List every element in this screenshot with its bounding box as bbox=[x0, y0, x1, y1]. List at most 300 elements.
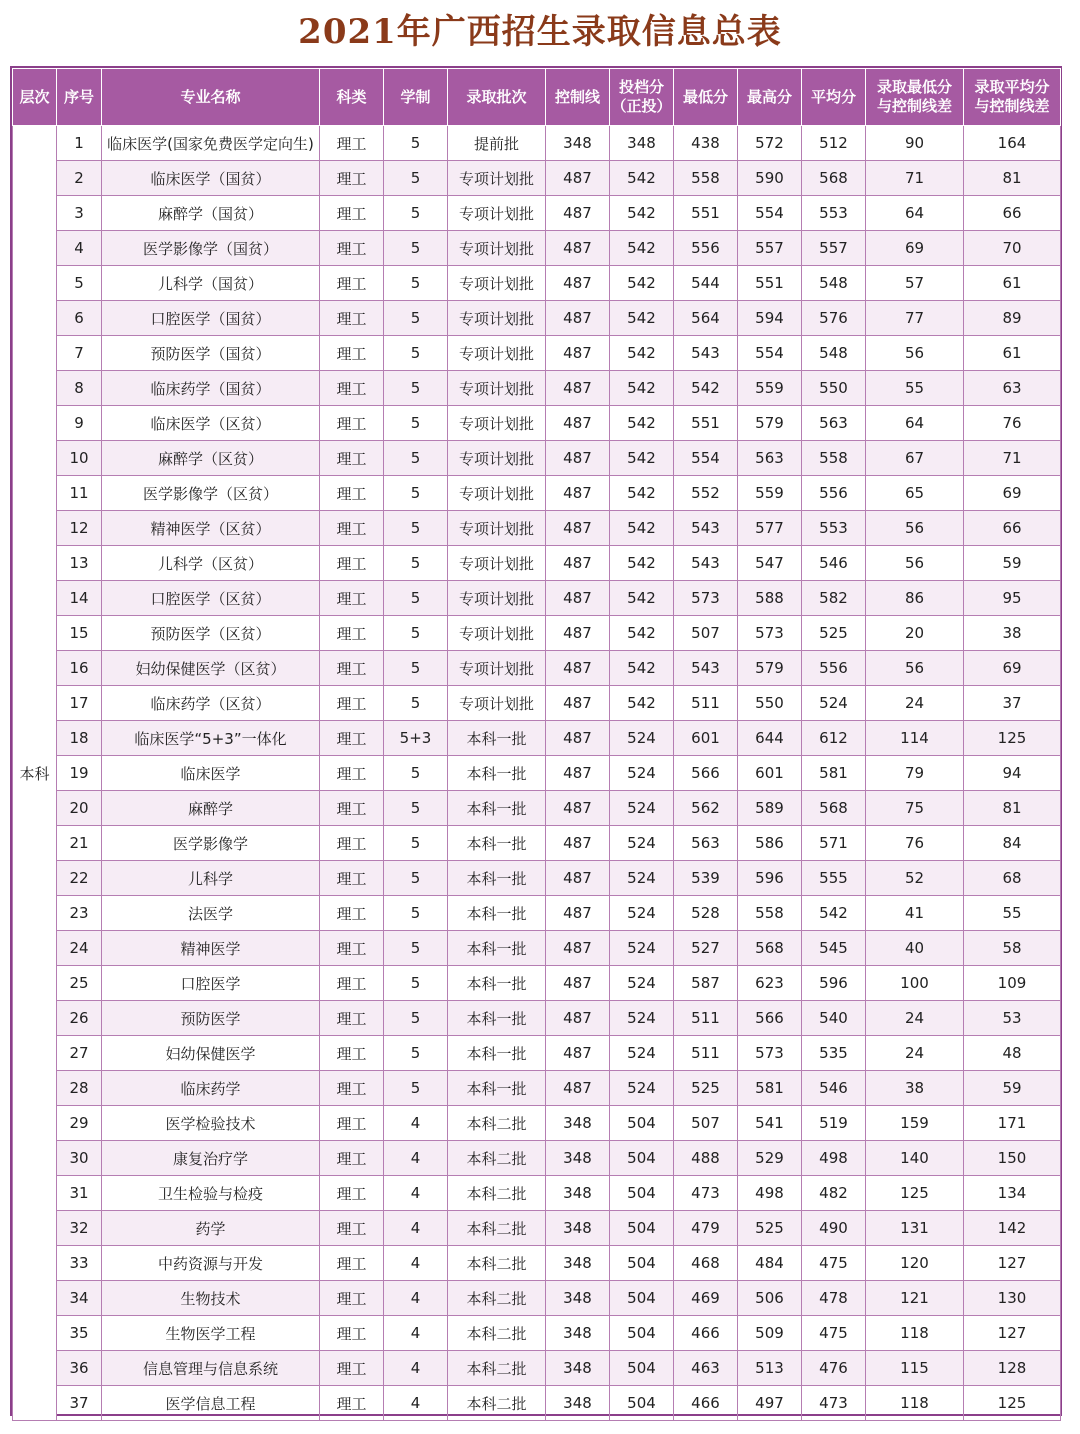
table-cell: 22 bbox=[57, 861, 102, 896]
table-cell: 本科一批 bbox=[448, 861, 546, 896]
table-cell: 550 bbox=[738, 686, 802, 721]
table-cell: 114 bbox=[866, 721, 964, 756]
table-cell: 专项计划批 bbox=[448, 266, 546, 301]
table-cell: 563 bbox=[738, 441, 802, 476]
table-cell: 本科二批 bbox=[448, 1106, 546, 1141]
table-cell: 563 bbox=[674, 826, 738, 861]
table-cell: 37 bbox=[57, 1386, 102, 1421]
table-cell: 38 bbox=[964, 616, 1061, 651]
table-cell: 558 bbox=[738, 896, 802, 931]
table-cell: 5 bbox=[384, 161, 448, 196]
table-row bbox=[13, 161, 1061, 196]
table-cell: 理工 bbox=[320, 336, 384, 371]
table-cell: 理工 bbox=[320, 161, 384, 196]
table-cell: 妇幼保健医学 bbox=[102, 1036, 320, 1071]
table-cell: 专项计划批 bbox=[448, 581, 546, 616]
table-cell: 专项计划批 bbox=[448, 686, 546, 721]
table-cell: 76 bbox=[866, 826, 964, 861]
table-cell: 4 bbox=[384, 1106, 448, 1141]
table-cell: 麻醉学（区贫） bbox=[102, 441, 320, 476]
table-cell: 临床医学（区贫） bbox=[102, 406, 320, 441]
table-cell: 568 bbox=[802, 791, 866, 826]
table-cell: 556 bbox=[802, 476, 866, 511]
table-cell: 542 bbox=[610, 371, 674, 406]
table-cell: 552 bbox=[674, 476, 738, 511]
table-cell: 理工 bbox=[320, 1001, 384, 1036]
table-cell: 577 bbox=[738, 511, 802, 546]
table-cell: 482 bbox=[802, 1176, 866, 1211]
table-cell: 612 bbox=[802, 721, 866, 756]
table-cell: 524 bbox=[610, 756, 674, 791]
table-cell: 562 bbox=[674, 791, 738, 826]
table-row bbox=[13, 861, 1061, 896]
table-cell: 理工 bbox=[320, 1316, 384, 1351]
table-cell: 601 bbox=[674, 721, 738, 756]
table-cell: 543 bbox=[674, 651, 738, 686]
table-cell: 24 bbox=[57, 931, 102, 966]
table-cell: 120 bbox=[866, 1246, 964, 1281]
table-cell: 4 bbox=[384, 1281, 448, 1316]
table-cell: 556 bbox=[802, 651, 866, 686]
table-cell: 理工 bbox=[320, 931, 384, 966]
table-cell: 582 bbox=[802, 581, 866, 616]
table-cell: 本科一批 bbox=[448, 1036, 546, 1071]
table-cell: 70 bbox=[964, 231, 1061, 266]
table-cell: 542 bbox=[610, 231, 674, 266]
table-row bbox=[13, 1246, 1061, 1281]
table-cell: 理工 bbox=[320, 1036, 384, 1071]
table-cell: 504 bbox=[610, 1211, 674, 1246]
table-cell: 164 bbox=[964, 126, 1061, 161]
table-cell: 487 bbox=[546, 476, 610, 511]
table-cell: 理工 bbox=[320, 1176, 384, 1211]
table-cell: 61 bbox=[964, 266, 1061, 301]
header-row bbox=[13, 69, 1061, 126]
table-cell: 551 bbox=[738, 266, 802, 301]
table-cell: 理工 bbox=[320, 196, 384, 231]
table-body bbox=[13, 126, 1061, 1421]
table-cell: 37 bbox=[964, 686, 1061, 721]
table-row bbox=[13, 931, 1061, 966]
table-cell: 医学检验技术 bbox=[102, 1106, 320, 1141]
table-cell: 理工 bbox=[320, 1386, 384, 1421]
table-cell: 专项计划批 bbox=[448, 406, 546, 441]
column-header: 序号 bbox=[57, 69, 102, 126]
table-cell: 594 bbox=[738, 301, 802, 336]
table-cell: 临床医学“5+3”一体化 bbox=[102, 721, 320, 756]
table-cell: 547 bbox=[738, 546, 802, 581]
table-cell: 473 bbox=[802, 1386, 866, 1421]
table-cell: 566 bbox=[738, 1001, 802, 1036]
table-cell: 医学影像学 bbox=[102, 826, 320, 861]
table-cell: 542 bbox=[610, 161, 674, 196]
column-header: 投档分 （正投） bbox=[610, 69, 674, 126]
table-cell: 348 bbox=[546, 1246, 610, 1281]
table-cell: 348 bbox=[546, 1211, 610, 1246]
table-cell: 理工 bbox=[320, 301, 384, 336]
table-cell: 5+3 bbox=[384, 721, 448, 756]
table-cell: 579 bbox=[738, 406, 802, 441]
column-header: 学制 bbox=[384, 69, 448, 126]
table-cell: 本科二批 bbox=[448, 1246, 546, 1281]
table-cell: 专项计划批 bbox=[448, 616, 546, 651]
table-cell: 20 bbox=[866, 616, 964, 651]
table-cell: 511 bbox=[674, 686, 738, 721]
table-cell: 本科一批 bbox=[448, 931, 546, 966]
table-cell: 475 bbox=[802, 1316, 866, 1351]
table-cell: 专项计划批 bbox=[448, 546, 546, 581]
table-cell: 口腔医学（国贫） bbox=[102, 301, 320, 336]
table-cell: 507 bbox=[674, 616, 738, 651]
table-cell: 348 bbox=[546, 1351, 610, 1386]
table-cell: 理工 bbox=[320, 1281, 384, 1316]
table-cell: 理工 bbox=[320, 826, 384, 861]
table-cell: 63 bbox=[964, 371, 1061, 406]
table-cell: 487 bbox=[546, 546, 610, 581]
table-cell: 484 bbox=[738, 1246, 802, 1281]
table-cell: 504 bbox=[610, 1106, 674, 1141]
table-row bbox=[13, 196, 1061, 231]
table-cell: 69 bbox=[964, 651, 1061, 686]
table-cell: 9 bbox=[57, 406, 102, 441]
table-cell: 524 bbox=[610, 1001, 674, 1036]
table-row bbox=[13, 721, 1061, 756]
table-cell: 10 bbox=[57, 441, 102, 476]
table-cell: 542 bbox=[610, 616, 674, 651]
table-cell: 14 bbox=[57, 581, 102, 616]
table-cell: 本科一批 bbox=[448, 966, 546, 1001]
table-cell: 5 bbox=[384, 651, 448, 686]
table-cell: 524 bbox=[610, 1071, 674, 1106]
table-cell: 57 bbox=[866, 266, 964, 301]
table-cell: 本科二批 bbox=[448, 1211, 546, 1246]
table-cell: 348 bbox=[546, 1281, 610, 1316]
table-cell: 558 bbox=[674, 161, 738, 196]
admission-table bbox=[12, 68, 1061, 1421]
table-cell: 专项计划批 bbox=[448, 511, 546, 546]
table-row bbox=[13, 1106, 1061, 1141]
table-cell: 525 bbox=[802, 616, 866, 651]
table-row bbox=[13, 546, 1061, 581]
table-cell: 128 bbox=[964, 1351, 1061, 1386]
table-cell: 38 bbox=[866, 1071, 964, 1106]
table-cell: 546 bbox=[802, 1071, 866, 1106]
table-cell: 33 bbox=[57, 1246, 102, 1281]
table-cell: 56 bbox=[866, 546, 964, 581]
table-cell: 551 bbox=[674, 406, 738, 441]
table-cell: 81 bbox=[964, 791, 1061, 826]
table-cell: 348 bbox=[546, 1141, 610, 1176]
table-cell: 89 bbox=[964, 301, 1061, 336]
table-cell: 127 bbox=[964, 1246, 1061, 1281]
table-cell: 理工 bbox=[320, 896, 384, 931]
table-cell: 59 bbox=[964, 1071, 1061, 1106]
table-cell: 557 bbox=[738, 231, 802, 266]
table-cell: 精神医学 bbox=[102, 931, 320, 966]
table-cell: 76 bbox=[964, 406, 1061, 441]
table-row bbox=[13, 1036, 1061, 1071]
table-cell: 524 bbox=[610, 721, 674, 756]
table-cell: 511 bbox=[674, 1001, 738, 1036]
table-cell: 86 bbox=[866, 581, 964, 616]
table-cell: 623 bbox=[738, 966, 802, 1001]
table-cell: 理工 bbox=[320, 651, 384, 686]
table-row bbox=[13, 301, 1061, 336]
table-cell: 134 bbox=[964, 1176, 1061, 1211]
table-cell: 本科一批 bbox=[448, 896, 546, 931]
table-cell: 513 bbox=[738, 1351, 802, 1386]
table-cell: 11 bbox=[57, 476, 102, 511]
table-cell: 4 bbox=[384, 1246, 448, 1281]
table-cell: 542 bbox=[674, 371, 738, 406]
table-cell: 463 bbox=[674, 1351, 738, 1386]
table-cell: 579 bbox=[738, 651, 802, 686]
table-cell: 34 bbox=[57, 1281, 102, 1316]
table-cell: 524 bbox=[610, 826, 674, 861]
table-cell: 519 bbox=[802, 1106, 866, 1141]
table-cell: 29 bbox=[57, 1106, 102, 1141]
table-cell: 466 bbox=[674, 1386, 738, 1421]
table-row bbox=[13, 756, 1061, 791]
table-cell: 临床医学（国贫） bbox=[102, 161, 320, 196]
table-cell: 4 bbox=[384, 1211, 448, 1246]
table-cell: 理工 bbox=[320, 1106, 384, 1141]
table-cell: 487 bbox=[546, 966, 610, 1001]
table-cell: 504 bbox=[610, 1246, 674, 1281]
table-cell: 524 bbox=[610, 1036, 674, 1071]
table-cell: 542 bbox=[610, 336, 674, 371]
table-cell: 24 bbox=[866, 1036, 964, 1071]
table-cell: 131 bbox=[866, 1211, 964, 1246]
table-row bbox=[13, 511, 1061, 546]
table-cell: 77 bbox=[866, 301, 964, 336]
table-cell: 504 bbox=[610, 1316, 674, 1351]
table-cell: 41 bbox=[866, 896, 964, 931]
table-cell: 487 bbox=[546, 161, 610, 196]
table-cell: 542 bbox=[610, 301, 674, 336]
table-cell: 71 bbox=[866, 161, 964, 196]
table-cell: 487 bbox=[546, 896, 610, 931]
table-cell: 539 bbox=[674, 861, 738, 896]
table-cell: 576 bbox=[802, 301, 866, 336]
table-cell: 24 bbox=[866, 1001, 964, 1036]
table-cell: 469 bbox=[674, 1281, 738, 1316]
table-cell: 542 bbox=[610, 441, 674, 476]
table-cell: 5 bbox=[384, 476, 448, 511]
table-cell: 348 bbox=[610, 126, 674, 161]
table-cell: 5 bbox=[384, 686, 448, 721]
table-cell: 临床药学（区贫） bbox=[102, 686, 320, 721]
table-cell: 563 bbox=[802, 406, 866, 441]
table-cell: 476 bbox=[802, 1351, 866, 1386]
table-cell: 542 bbox=[610, 546, 674, 581]
table-cell: 487 bbox=[546, 861, 610, 896]
table-cell: 479 bbox=[674, 1211, 738, 1246]
table-cell: 81 bbox=[964, 161, 1061, 196]
table-cell: 理工 bbox=[320, 616, 384, 651]
table-cell: 生物医学工程 bbox=[102, 1316, 320, 1351]
table-cell: 5 bbox=[384, 406, 448, 441]
table-cell: 64 bbox=[866, 406, 964, 441]
table-cell: 542 bbox=[802, 896, 866, 931]
table-cell: 4 bbox=[384, 1141, 448, 1176]
table-cell: 601 bbox=[738, 756, 802, 791]
table-cell: 581 bbox=[738, 1071, 802, 1106]
column-header: 录取最低分 与控制线差 bbox=[866, 69, 964, 126]
table-cell: 487 bbox=[546, 441, 610, 476]
table-cell: 预防医学（国贫） bbox=[102, 336, 320, 371]
table-cell: 507 bbox=[674, 1106, 738, 1141]
table-cell: 临床药学 bbox=[102, 1071, 320, 1106]
table-row bbox=[13, 1351, 1061, 1386]
table-cell: 90 bbox=[866, 126, 964, 161]
table-cell: 644 bbox=[738, 721, 802, 756]
table-cell: 542 bbox=[610, 476, 674, 511]
table-cell: 口腔医学 bbox=[102, 966, 320, 1001]
table-cell: 468 bbox=[674, 1246, 738, 1281]
table-cell: 115 bbox=[866, 1351, 964, 1386]
table-cell: 5 bbox=[384, 931, 448, 966]
table-cell: 542 bbox=[610, 511, 674, 546]
table-cell: 理工 bbox=[320, 686, 384, 721]
table-cell: 556 bbox=[674, 231, 738, 266]
table-cell: 口腔医学（区贫） bbox=[102, 581, 320, 616]
column-header: 录取平均分 与控制线差 bbox=[964, 69, 1061, 126]
table-cell: 1 bbox=[57, 126, 102, 161]
table-cell: 487 bbox=[546, 1001, 610, 1036]
table-cell: 557 bbox=[802, 231, 866, 266]
table-cell: 67 bbox=[866, 441, 964, 476]
table-cell: 本科一批 bbox=[448, 826, 546, 861]
table-cell: 儿科学 bbox=[102, 861, 320, 896]
table-row bbox=[13, 476, 1061, 511]
table-row bbox=[13, 1386, 1061, 1421]
table-cell: 535 bbox=[802, 1036, 866, 1071]
table-cell: 59 bbox=[964, 546, 1061, 581]
table-cell: 348 bbox=[546, 126, 610, 161]
table-cell: 94 bbox=[964, 756, 1061, 791]
table-cell: 本科一批 bbox=[448, 1001, 546, 1036]
table-cell: 理工 bbox=[320, 406, 384, 441]
table-cell: 5 bbox=[384, 966, 448, 1001]
table-cell: 52 bbox=[866, 861, 964, 896]
table-cell: 487 bbox=[546, 371, 610, 406]
table-cell: 5 bbox=[57, 266, 102, 301]
table-cell: 4 bbox=[384, 1176, 448, 1211]
table-cell: 487 bbox=[546, 791, 610, 826]
table-cell: 573 bbox=[738, 616, 802, 651]
table-cell: 卫生检验与检疫 bbox=[102, 1176, 320, 1211]
table-cell: 511 bbox=[674, 1036, 738, 1071]
table-cell: 专项计划批 bbox=[448, 301, 546, 336]
table-cell: 528 bbox=[674, 896, 738, 931]
table-cell: 35 bbox=[57, 1316, 102, 1351]
table-cell: 540 bbox=[802, 1001, 866, 1036]
table-cell: 55 bbox=[964, 896, 1061, 931]
table-cell: 524 bbox=[610, 931, 674, 966]
table-cell: 理工 bbox=[320, 546, 384, 581]
table-cell: 7 bbox=[57, 336, 102, 371]
table-cell: 542 bbox=[610, 196, 674, 231]
table-cell: 56 bbox=[866, 651, 964, 686]
table-row bbox=[13, 1071, 1061, 1106]
table-cell: 487 bbox=[546, 651, 610, 686]
table-cell: 本科一批 bbox=[448, 721, 546, 756]
table-cell: 康复治疗学 bbox=[102, 1141, 320, 1176]
table-cell: 487 bbox=[546, 826, 610, 861]
table-cell: 3 bbox=[57, 196, 102, 231]
table-cell: 24 bbox=[866, 686, 964, 721]
table-cell: 4 bbox=[384, 1316, 448, 1351]
table-cell: 5 bbox=[384, 581, 448, 616]
table-cell: 487 bbox=[546, 266, 610, 301]
table-row bbox=[13, 966, 1061, 1001]
table-cell: 504 bbox=[610, 1386, 674, 1421]
table-cell: 本科一批 bbox=[448, 791, 546, 826]
table-cell: 麻醉学（国贫） bbox=[102, 196, 320, 231]
table-cell: 理工 bbox=[320, 721, 384, 756]
table-cell: 医学影像学（国贫） bbox=[102, 231, 320, 266]
table-cell: 490 bbox=[802, 1211, 866, 1246]
table-cell: 506 bbox=[738, 1281, 802, 1316]
column-header: 专业名称 bbox=[102, 69, 320, 126]
table-cell: 理工 bbox=[320, 126, 384, 161]
table-cell: 348 bbox=[546, 1106, 610, 1141]
table-cell: 专项计划批 bbox=[448, 231, 546, 266]
table-row bbox=[13, 1176, 1061, 1211]
table-cell: 55 bbox=[866, 371, 964, 406]
table-cell: 5 bbox=[384, 336, 448, 371]
table-cell: 53 bbox=[964, 1001, 1061, 1036]
table-cell: 543 bbox=[674, 511, 738, 546]
column-header: 录取批次 bbox=[448, 69, 546, 126]
table-cell: 21 bbox=[57, 826, 102, 861]
table-cell: 554 bbox=[674, 441, 738, 476]
table-cell: 524 bbox=[610, 966, 674, 1001]
table-cell: 19 bbox=[57, 756, 102, 791]
table-cell: 本科二批 bbox=[448, 1281, 546, 1316]
table-cell: 理工 bbox=[320, 266, 384, 301]
table-cell: 专项计划批 bbox=[448, 476, 546, 511]
table-cell: 本科二批 bbox=[448, 1386, 546, 1421]
table-cell: 5 bbox=[384, 546, 448, 581]
table-cell: 171 bbox=[964, 1106, 1061, 1141]
table-cell: 525 bbox=[738, 1211, 802, 1246]
table-cell: 572 bbox=[738, 126, 802, 161]
table-cell: 125 bbox=[866, 1176, 964, 1211]
table-cell: 理工 bbox=[320, 441, 384, 476]
table-cell: 589 bbox=[738, 791, 802, 826]
table-cell: 159 bbox=[866, 1106, 964, 1141]
table-cell: 31 bbox=[57, 1176, 102, 1211]
table-cell: 596 bbox=[802, 966, 866, 1001]
table-cell: 559 bbox=[738, 371, 802, 406]
table-cell: 6 bbox=[57, 301, 102, 336]
table-cell: 理工 bbox=[320, 756, 384, 791]
column-header: 平均分 bbox=[802, 69, 866, 126]
table-cell: 545 bbox=[802, 931, 866, 966]
table-cell: 专项计划批 bbox=[448, 371, 546, 406]
table-cell: 553 bbox=[802, 511, 866, 546]
table-cell: 130 bbox=[964, 1281, 1061, 1316]
table-cell: 590 bbox=[738, 161, 802, 196]
table-cell: 精神医学（区贫） bbox=[102, 511, 320, 546]
table-cell: 临床医学(国家免费医学定向生) bbox=[102, 126, 320, 161]
table-cell: 30 bbox=[57, 1141, 102, 1176]
table-cell: 理工 bbox=[320, 791, 384, 826]
table-cell: 28 bbox=[57, 1071, 102, 1106]
table-row bbox=[13, 791, 1061, 826]
